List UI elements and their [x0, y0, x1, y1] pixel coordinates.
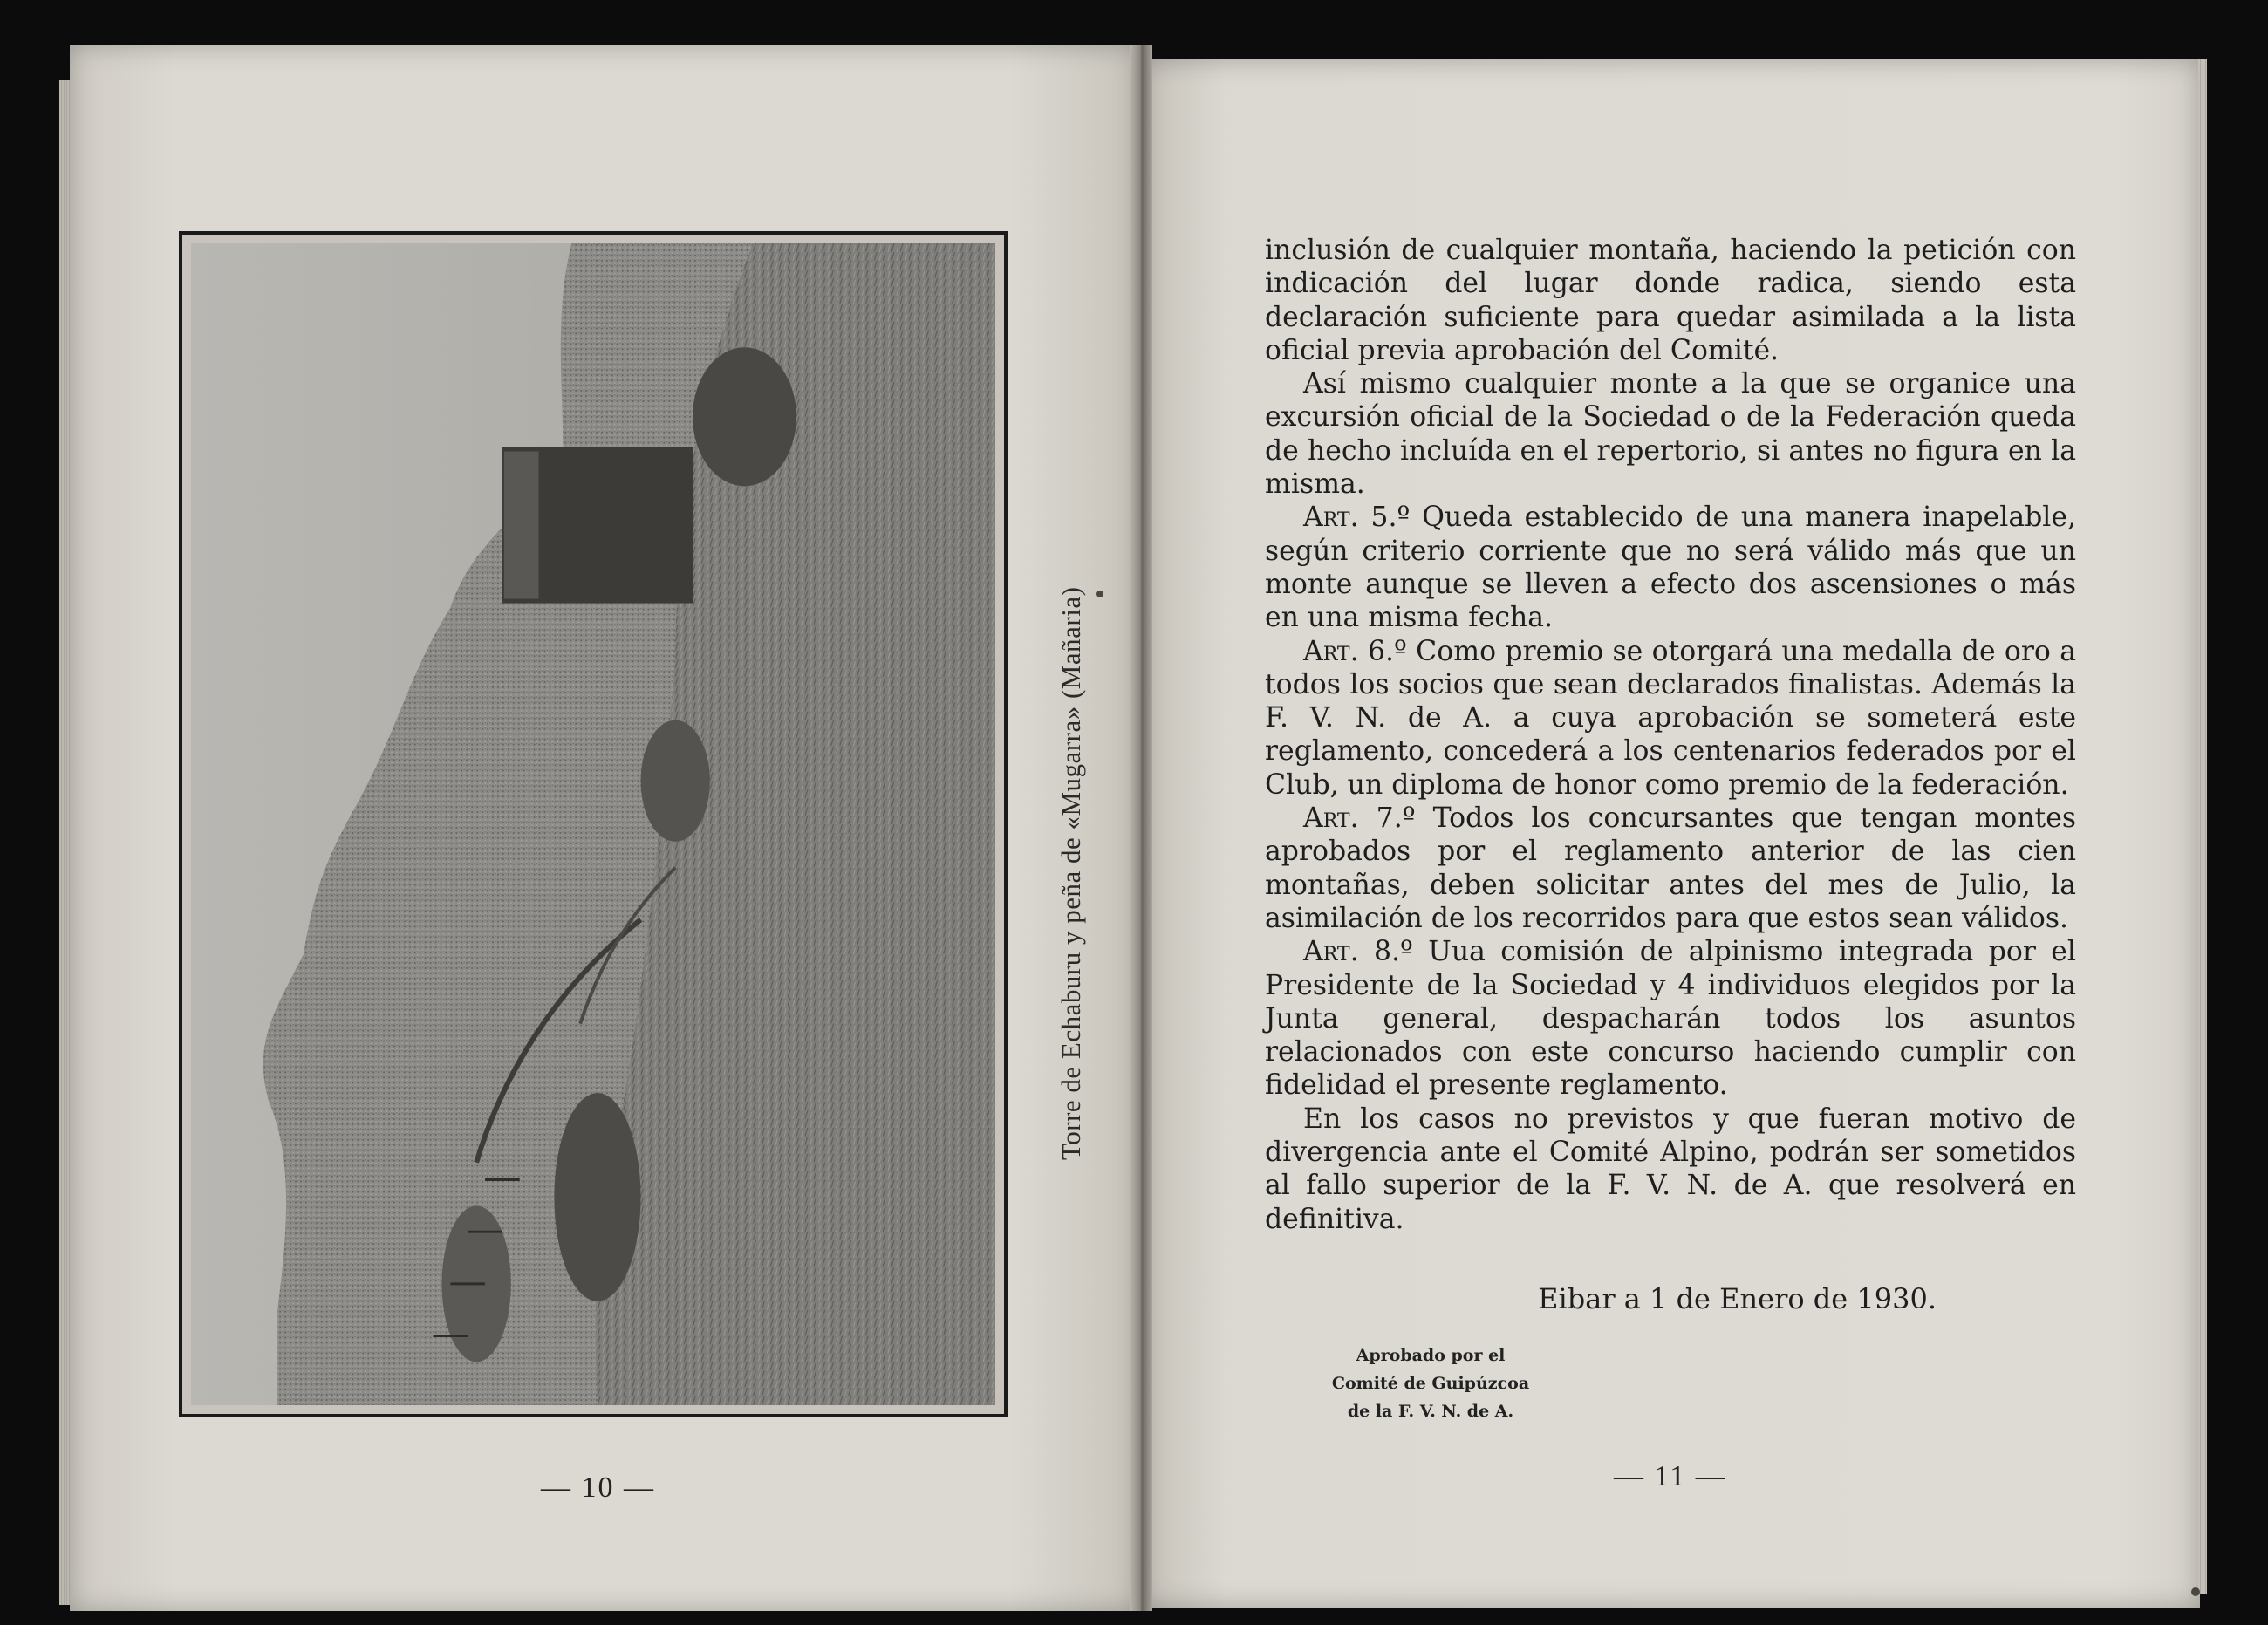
paragraph — [1265, 501, 2076, 634]
article-label: Art. 5.º — [1303, 502, 1411, 534]
signoff-date: Eibar a 1 de Enero de 1930. — [1538, 1282, 1937, 1315]
approval-line: Aprobado por el — [1356, 1346, 1506, 1365]
paragraph — [1265, 1103, 2076, 1236]
approval-line: de la F. V. N. de A. — [1347, 1402, 1514, 1421]
paragraph-text: Así mismo cualquier monte a la que se organice una excursión oficial de la Sociedad o de la Federación queda de hecho incluída en el repertorio, si antes no figura en la misma. — [1265, 368, 2076, 501]
paragraph — [1265, 635, 2076, 802]
paragraph-text: En los casos no previstos y que fueran motivo de divergencia ante el Comité Alpino, podrán ser sometidos al fallo superior de la F. V. N. de A. que resolverá en definitiva. — [1265, 1103, 2076, 1235]
right-page-edges — [2198, 59, 2207, 1594]
approval-line: Comité de Guipúzcoa — [1331, 1374, 1530, 1393]
paragraph — [1265, 234, 2076, 367]
photo-caption-text: Torre de Echaburu y peña de «Mugarra» (Mañaria) — [1055, 586, 1086, 1160]
article-label: Art. 8.º — [1303, 936, 1413, 968]
paragraph-text: Todos los concursantes que tengan montes aprobados por el reglamento anterior de las cien montañas, deben solicitar antes del mes de Julio, la asimilación de los recorridos para que estos sean válidos. — [1265, 802, 2077, 934]
paragraph-text: Como premio se otorgará una medalla de oro a todos los socios que sean declarados finalistas. Además la F. V. N. de A. a cuya aprobación se someterá este reglamento, concederá a los centenarios federados por el Club, un diploma de honor como premio de la federación. — [1265, 635, 2077, 801]
article-label: Art. 6.º — [1303, 635, 1407, 667]
approval-note — [1300, 1342, 1561, 1425]
photo-plate — [179, 231, 1008, 1417]
paper-speck — [2191, 1587, 2200, 1596]
paragraph-text: Queda establecido de una manera inapelable, según criterio corriente que no será válido más que un monte aunque se lleven a efecto dos ascensiones o más en una misma fecha. — [1265, 502, 2076, 634]
paragraph — [1265, 367, 2076, 501]
landscape-photo — [191, 243, 995, 1405]
body-text — [1265, 234, 2076, 1236]
article-label: Art. 7.º — [1303, 802, 1416, 835]
paper-speck — [1096, 591, 1103, 597]
page-number-right: — 11 — — [1614, 1460, 1727, 1492]
paragraph-text: inclusión de cualquier montaña, haciendo la petición con indicación del lugar donde radica, siendo esta declaración suficiente para quedar asimilada a la lista oficial previa aprobación del Comité. — [1265, 235, 2076, 366]
paragraph — [1265, 935, 2076, 1102]
paragraph — [1265, 802, 2076, 935]
paragraph-text: Uua comisión de alpinismo integrada por el Presidente de la Sociedad y 4 individuos elegidos por la Junta general, despacharán todos los asuntos relacionados con este concurso haciendo cumplir con fidelidad el presente reglamento. — [1265, 936, 2076, 1102]
page-number-left: — 10 — — [541, 1471, 655, 1504]
book-gutter — [1130, 45, 1152, 1611]
